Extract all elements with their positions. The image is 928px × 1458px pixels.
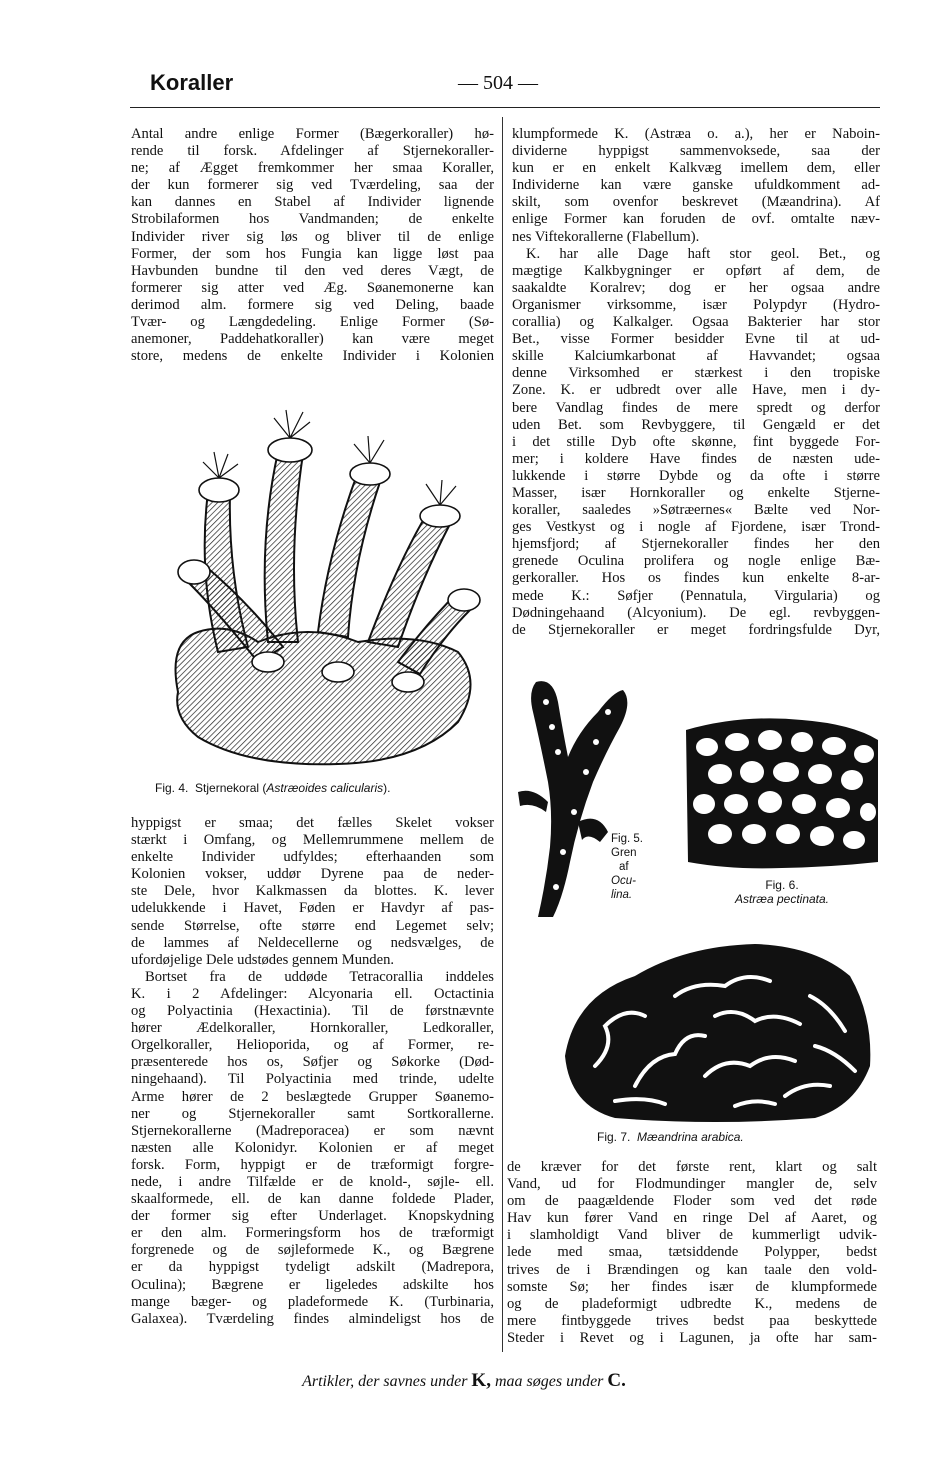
text-line: grenede Oculina prolifera og nogle enlige Bæ-	[512, 553, 880, 570]
text-line: Steder i Revet og i Lagunen, ja ofte har sam-	[507, 1329, 877, 1346]
text-line: corallia) og Kalkalger. Ogsaa Bakterier har stor	[512, 314, 880, 331]
fig6-label: Fig. 6.	[765, 878, 799, 892]
text-line: hører Ædelkoraller, Hornkoraller, Ledkoraller,	[131, 1020, 494, 1037]
text-line: de Stjernekoraller er meget fordringsfulde Dyr,	[512, 621, 880, 638]
text-line: ges Vestkyst og i nogle af Fjordene, især Trond-	[512, 519, 880, 536]
text-line: ner og Stjernekoraller samt Sortkorallerne.	[131, 1105, 494, 1122]
right-column-bottom	[507, 1159, 877, 1347]
text-line: uden Bet. som Revbyggere, til Gengæld er det	[512, 416, 880, 433]
text-line: hyppigst er smaa; det fælles Skelet vokser	[131, 815, 494, 831]
fig7-label: Fig. 7.	[597, 1130, 631, 1144]
fig5-caption-line: Gren	[611, 847, 637, 859]
text-line: Bortset fra de uddøde Tetracorallia inddeles	[145, 968, 494, 985]
fig5-caption-line: lina.	[611, 889, 633, 901]
text-line: og de pladeformigt udbredte K., medens de	[507, 1295, 877, 1312]
text-line: Dødningehaand (Alcyonium). De egl. revbyggen-	[512, 604, 880, 621]
text-line: nede, i andre Tilfælde er de knold-, søjle- ell.	[131, 1173, 494, 1190]
fig4-label: Fig. 4.	[155, 781, 189, 795]
text-line: udelukkende i Havet, Føden er Havdyr af pas-	[131, 900, 494, 917]
text-line: enlige Former kan foruden de ovf. omtalte næv-	[512, 211, 880, 228]
fig7-maeandrina-illustration	[555, 936, 875, 1124]
fig5-caption-line: af	[619, 861, 629, 873]
text-line: kan dannes en Stabel af Individer lignende	[131, 194, 494, 211]
text-line: dividerne hyppigst sammenvoksede, saa der	[512, 143, 880, 160]
text-line: er da hyppigst tydeligt adskilt (Madrepora,	[131, 1259, 494, 1276]
text-line: mange bæger- og pladeformede K. (Turbinaria,	[131, 1293, 494, 1310]
text-line: de kræver for det første rent, klart og salt	[507, 1159, 877, 1175]
column-divider	[502, 117, 503, 1352]
text-line: somste Sø; her findes især de klumpformede	[507, 1278, 877, 1295]
text-line: om de paagældende Floder som ved det røde	[507, 1193, 877, 1210]
fig6-caption	[712, 878, 852, 906]
fig4-caption	[155, 781, 390, 795]
text-line: mægtige Kalkbygninger er opført af dem, de	[512, 262, 880, 279]
text-line: mer; i koldere Have findes de næsten ude-	[512, 450, 880, 467]
text-line: koraller, saaledes »Søtræernes« Bælte ved Nor-	[512, 502, 880, 519]
left-column-top	[131, 126, 494, 365]
footer-k: K,	[471, 1370, 491, 1391]
text-line: næsten alle Kolonidyr. Kolonien er af meget	[131, 1139, 494, 1156]
page-number: — 504 —	[458, 72, 538, 94]
text-line: stærkt i Omfang, og Mellemrummene mellem de	[131, 832, 494, 849]
text-line: rende til forsk. Afdelinger af Stjernekoraller-	[131, 143, 494, 160]
page-title: Koraller	[150, 70, 234, 95]
text-line: der kun formerer sig ved Tværdeling, saa der	[131, 177, 494, 194]
text-line: og Polyactinia (Hexactinia). Til de førstnævnte	[131, 1003, 494, 1020]
text-line: kun er en enkelt Kalkvæg imellem dem, eller	[512, 160, 880, 177]
fig5-caption-line: Fig. 5.	[611, 833, 643, 845]
text-line: skille Kalciumkarbonat af Havvandet; ogsaa	[512, 348, 880, 365]
text-line: klumpformede K. (Astræa o. a.), her er Naboin-	[512, 126, 880, 142]
footer-c: C.	[607, 1370, 626, 1391]
footer-note	[0, 1370, 928, 1392]
text-line: denne Virksomhed er stærkest i den tropiske	[512, 365, 880, 382]
footer-mid: maa søges under	[490, 1373, 608, 1390]
text-line: saakaldte Koralrev; dog er her ogsaa andre	[512, 279, 880, 296]
text-line: Strobilaformen hos Vandmanden; de enkelte	[131, 211, 494, 228]
text-line: Orgelkoraller, Helioporida, og af Former, re-	[131, 1037, 494, 1054]
text-line: K. i 2 Afdelinger: Alcyonaria ell. Octactinia	[131, 985, 494, 1002]
text-line: mere fintbyggede trives bedst paa beskyttede	[507, 1312, 877, 1329]
text-line: Vand, ud for Flodmundinger mangler de, selv	[507, 1176, 877, 1193]
fig4-species: Astræoides calicularis	[266, 781, 384, 795]
fig6-astraea-illustration	[682, 712, 880, 870]
text-line: ufordøjelige Dele udstødes gennem Munden.	[131, 951, 395, 968]
text-line: anemoner, Paddehatkoraller) kan være meget	[131, 331, 494, 348]
text-line: er den alm. Formeringsform hos de træformigt	[131, 1225, 494, 1242]
text-line: Masser, især Hornkoraller og enkelte Stjerne-	[512, 484, 880, 501]
right-column-top	[512, 126, 880, 639]
fig5-caption-line: Ocu-	[611, 875, 636, 887]
text-line: lukkende i større Dybde og da ofte i større	[512, 467, 880, 484]
text-line: gerkoraller. Hos os findes kun enkelte 8-ar-	[512, 570, 880, 587]
text-line: sende Størrelse, ofte større end Legemet selv;	[131, 917, 494, 934]
text-line: K. har alle Dage haft stor geol. Bet., og	[526, 245, 880, 262]
fig4-end: ).	[383, 781, 391, 795]
footer-pre: Artikler, der savnes under	[302, 1373, 472, 1390]
text-line: i slamholdigt Vand bliver de kummerligt udvik-	[507, 1227, 877, 1244]
text-line: forgrenede og de søjleformede K., og Bægrene	[131, 1242, 494, 1259]
text-line: Bet., visse Former besidder Evne til at ud-	[512, 331, 880, 348]
text-line: bere Vandlag findes de mere spredt og derfor	[512, 399, 880, 416]
fig7-species: Mæandrina arabica.	[637, 1130, 744, 1144]
fig4-coral-illustration	[158, 392, 488, 772]
text-line: Arme hører de 2 beslægtede Grupper Søanemo-	[131, 1088, 494, 1105]
text-line: nes Viftekorallerne (Flabellum).	[512, 228, 700, 245]
text-line: hjemsfjord; af Stjernekoraller findes her den	[512, 536, 880, 553]
left-column-bottom	[131, 815, 494, 1328]
text-line: Zone. K. er udbredt over alle Have, men i dy-	[512, 382, 880, 399]
text-line: skaalformede, ell. de kan danne foldede Plader,	[131, 1191, 494, 1208]
text-line: store, medens de enkelte Individer i Kolonien	[131, 348, 494, 365]
text-line: Former, der som hos Fungia kan ligge løst paa	[131, 245, 494, 262]
text-line: i det stille Dyb ofte skønne, fint byggede For-	[512, 433, 880, 450]
header-rule	[130, 107, 880, 108]
text-line: Stjernekorallerne (Madreporacea) er som nævnt	[131, 1122, 494, 1139]
text-line: mede K.: Søfjer (Pennatula, Virgularia) og	[512, 587, 880, 604]
text-line: ne; af Ægget fremkommer her smaa Koraller,	[131, 160, 494, 177]
text-line: ste Dele, hvor Kalkmassen da blottes. K. lever	[131, 883, 494, 900]
text-line: Individer river sig løs og bliver til de enlige	[131, 228, 494, 245]
text-line: Kolonien vokser, uddør Dyrene paa de neder-	[131, 866, 494, 883]
fig5-caption	[611, 832, 643, 902]
text-line: de lammes af Neldecellerne og nedsvælges, de	[131, 934, 494, 951]
fig4-text: Stjernekoral (	[195, 781, 267, 795]
text-line: forsk. Form, hyppigt er de træformigt forgre-	[131, 1156, 494, 1173]
text-line: formerer sig atter ved Æg. Søanemonerne kan	[131, 279, 494, 296]
text-line: derimod alm. formere sig ved Deling, baade	[131, 296, 494, 313]
text-line: trives de i Brændingen og kan taale den vold-	[507, 1261, 877, 1278]
text-line: Individerne kan være ganske ufuldkomment ad-	[512, 177, 880, 194]
text-line: Antal andre enlige Former (Bægerkoraller) hø-	[131, 126, 494, 142]
text-line: Galaxea). Tværdeling findes almindeligst hos de	[131, 1310, 494, 1327]
text-line: der former sig efter Underlaget. Knopskydning	[131, 1208, 494, 1225]
text-line: Hav kun fører Vand en ringe Del af Aaret, og	[507, 1210, 877, 1227]
text-line: præsenterede hos os, Søfjer og Søkorke (Død-	[131, 1054, 494, 1071]
text-line: Havbunden bundne til den ved deres Vægt, de	[131, 262, 494, 279]
text-line: ningehaand). Til Polyactinia med trinde, udelte	[131, 1071, 494, 1088]
text-line: enkelte Individer udfyldes; efterhaanden som	[131, 849, 494, 866]
text-line: Organismer virksomme, især Polypdyr (Hydro-	[512, 296, 880, 313]
text-line: lede med smaa, tætsiddende Polypper, bedst	[507, 1244, 877, 1261]
text-line: Tvær- og Længdedeling. Enlige Former (Sø-	[131, 314, 494, 331]
fig6-species: Astræa pectinata.	[734, 892, 830, 906]
text-line: Oculina); Bægrene er ligeledes adskilte hos	[131, 1276, 494, 1293]
fig7-caption	[597, 1130, 744, 1144]
text-line: skilt, som ovenfor beskrevet (Mæandrina). Af	[512, 194, 880, 211]
